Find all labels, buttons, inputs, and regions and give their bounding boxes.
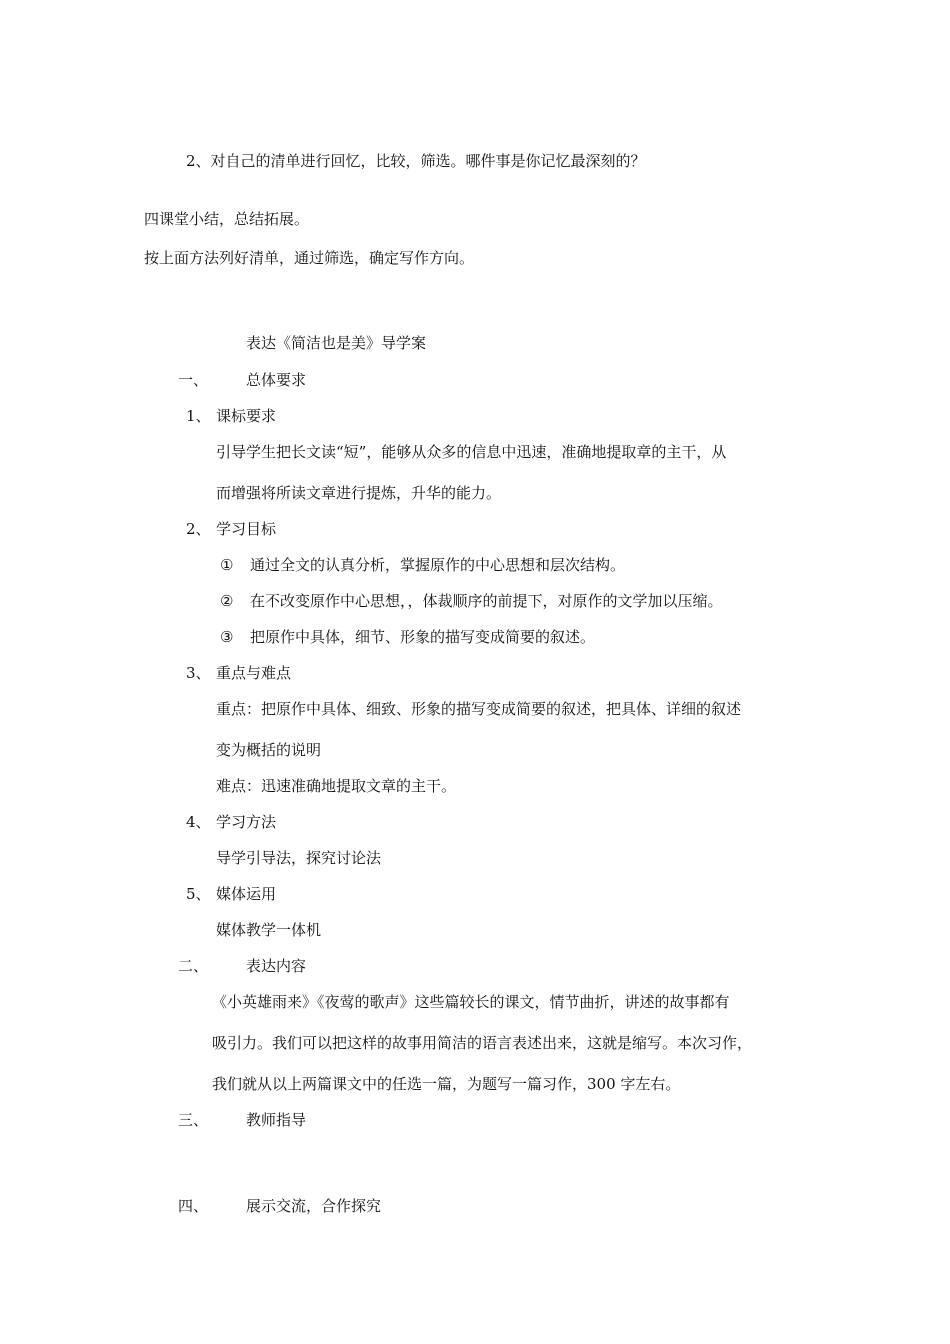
part2-label: 表达内容 bbox=[246, 957, 307, 975]
part3-number: 三、 bbox=[178, 1111, 209, 1129]
sub1-text-line2: 而增强将所读文章进行提炼，升华的能力。 bbox=[216, 484, 502, 502]
part4-label: 展示交流，合作探究 bbox=[246, 1197, 382, 1215]
part2-line3: 我们就从以上两篇课文中的任选一篇，为题写一篇习作，300 字左右。 bbox=[212, 1075, 681, 1093]
goal-item-3 bbox=[220, 627, 595, 647]
sub2-number: 2、 bbox=[186, 520, 211, 538]
key-point-line1: 重点：把原作中具体、细致、形象的描写变成简要的叙述，把具体、详细的叙述 bbox=[216, 700, 742, 718]
part2-line2: 吸引力。我们可以把这样的故事用简洁的语言表述出来，这就是缩写。本次习作， bbox=[212, 1034, 753, 1052]
sub1-number: 1、 bbox=[186, 407, 211, 425]
sub5-number: 5、 bbox=[186, 885, 211, 903]
part1-heading bbox=[178, 370, 306, 390]
sub2-label: 学习目标 bbox=[216, 520, 277, 538]
goal-marker-3: ③ bbox=[220, 628, 234, 646]
sub3-number: 3、 bbox=[186, 664, 211, 682]
goal-text-3: 把原作中具体，细节、形象的描写变成简要的叙述。 bbox=[250, 628, 596, 646]
sub5-label: 媒体运用 bbox=[216, 885, 277, 903]
goal-item-1 bbox=[220, 555, 625, 575]
goal-text-1: 通过全文的认真分析，掌握原作的中心思想和层次结构。 bbox=[250, 556, 626, 574]
sub4-label: 学习方法 bbox=[216, 813, 277, 831]
part1-label: 总体要求 bbox=[246, 371, 307, 389]
intro-item-2: 2、对自己的清单进行回忆，比较，筛选。哪件事是你记忆最深刻的？ bbox=[186, 152, 646, 170]
difficulty-text: 难点：迅速准确地提取文章的主干。 bbox=[216, 777, 457, 795]
sub5-heading bbox=[186, 884, 276, 904]
part2-heading bbox=[178, 956, 306, 976]
goal-text-2: 在不改变原作中心思想，，体裁顺序的前提下，对原作的文学加以压缩。 bbox=[250, 592, 723, 610]
sub4-heading bbox=[186, 812, 276, 832]
sub1-text-line1: 引导学生把长文读“短”，能够从众多的信息中迅速，准确地提取章的主干，从 bbox=[216, 443, 727, 461]
goal-marker-2: ② bbox=[220, 592, 234, 610]
sub4-number: 4、 bbox=[186, 813, 211, 831]
section-4-body: 按上面方法列好清单，通过筛选，确定写作方向。 bbox=[144, 249, 475, 267]
sub3-label: 重点与难点 bbox=[216, 664, 292, 682]
part2-line1: 《小英雄雨来》《夜莺的歌声》这些篇较长的课文，情节曲折，讲述的故事都有 bbox=[212, 993, 730, 1011]
part3-label: 教师指导 bbox=[246, 1111, 307, 1129]
sub4-text: 导学引导法，探究讨论法 bbox=[216, 849, 382, 867]
plan-title: 表达《简洁也是美》导学案 bbox=[246, 334, 427, 352]
section-4-title: 四课堂小结，总结拓展。 bbox=[144, 210, 310, 228]
sub5-text: 媒体教学一体机 bbox=[216, 921, 322, 939]
part3-heading bbox=[178, 1110, 306, 1130]
key-point-line2: 变为概括的说明 bbox=[216, 741, 322, 759]
part4-heading bbox=[178, 1196, 381, 1216]
sub3-heading bbox=[186, 663, 291, 683]
goal-marker-1: ① bbox=[220, 556, 234, 574]
sub1-label: 课标要求 bbox=[216, 407, 277, 425]
goal-item-2 bbox=[220, 591, 723, 611]
sub2-heading bbox=[186, 519, 276, 539]
part2-number: 二、 bbox=[178, 957, 209, 975]
sub1-heading bbox=[186, 406, 276, 426]
part1-number: 一、 bbox=[178, 371, 209, 389]
part4-number: 四、 bbox=[178, 1197, 209, 1215]
